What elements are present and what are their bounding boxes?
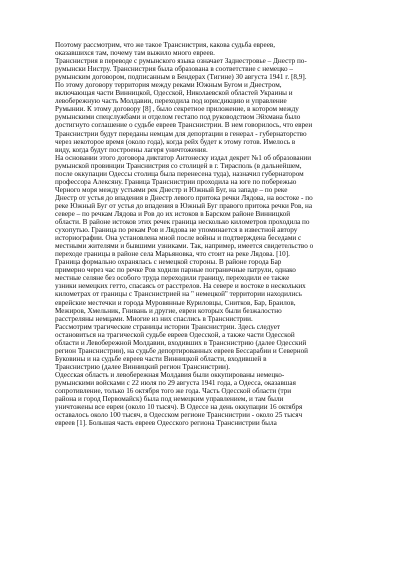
text-line: области и Левобережной Молдавии, входивших в Транснистрию (далее Одесский <box>55 338 307 347</box>
text-line: через некоторое время (около года), когда рейх будет к этому готов. Имелось в <box>55 137 296 146</box>
text-line: оставалось около 100 тысяч, в Одесском регионе Транснистрии - около 25 тысяч <box>55 411 303 420</box>
text-line: румынской провинции Транснистрия со столицей в г. Тирасполь (в дальнейшем, <box>55 161 302 170</box>
text-line: левобережную часть Молдавии, переходила под юрисдикцию и управление <box>55 97 287 106</box>
text-line: области. В районе истоков этих речек граница несколько километров проходила по <box>55 218 310 227</box>
text-line: достигнуто соглашение о судьбе евреев Транснистрии. В нем говорилось, что евреи <box>55 121 313 130</box>
text-line: сопротивление, только 16 октября того же года. Часть Одесской области (три <box>55 387 292 396</box>
text-line: Поэтому рассмотрим, что же такое Транснистрия, какова судьба евреев, <box>55 41 276 49</box>
text-line: историографии. Она установлена мной после войны и подтверждена беседами с <box>55 234 302 243</box>
text-line: километрах от границы с Транснистрией на " немецкой" территории находились <box>55 290 302 299</box>
text-line: переходе границы в районе села Марьяновка, что стоит на реке Лядова. [10]. <box>55 250 290 259</box>
text-line: Транснистрии будут переданы немцам для депортации в генерал - губернаторство <box>55 129 307 138</box>
text-line: после оккупации Одессы столица была перенесена туда), назначил губернатором <box>55 169 304 178</box>
text-line: расстреляны немцами. Многие из них спаслись в Транснистрии. <box>55 314 253 323</box>
text-line: еврейские местечки и города Муровянные Куриловцы, Снитков, Бар, Браилов, <box>55 298 296 307</box>
text-line: Днестр от устья до впадения в Днестр левого притока речки Лядова, на востоке - по <box>55 193 313 202</box>
text-line: румынски Нистру. Транснистрия была образована в соответствие с немецко – <box>55 65 294 74</box>
text-line: По этому договору территория между реками Южным Бугом и Днестром, <box>55 81 282 90</box>
text-line: румынскими спецслужбами и отделом гестапо под руководством Эйхмана было <box>55 113 301 122</box>
text-line: района и город Первомайск) была под немецким управлением, и там были <box>55 395 284 404</box>
text-line: Одесская область и левобережная Молдавия были оккупированы немецко- <box>55 370 285 379</box>
text-line: Транснистрию (далее Винницкий регион Транснистрии). <box>55 362 231 371</box>
text-line: Румынии. К этому договору [8] , было секретное приложение, в котором между <box>55 105 299 114</box>
text-line: Буковины и на судьбе евреев части Винницкой области, входившей в <box>55 354 267 363</box>
text-line: На основании этого договора диктатор Антонеску издал декрет №1 об образовании <box>55 153 312 162</box>
text-line: сухопутью. Граница по рекам Ров и Лядова не упоминается в известной автору <box>55 226 298 235</box>
text-line: Черного моря между устьями рек Днестр и Южный Буг, на западе – по реке <box>55 185 288 194</box>
body-text <box>55 41 347 427</box>
text-line: профессора Алексяну. Граница Транснистрии проходила на юге по побережью <box>55 177 297 186</box>
text-line: румынским договором, подписанным в Бендерах (Тигине) 30 августа 1941 г. [8,9]. <box>55 73 307 82</box>
text-line: местными жителями и бывшими узниками. Так, например, имеется свидетельство о <box>55 242 314 251</box>
text-line: Рассмотрим трагические страницы истории Транснистрии. Здесь следует <box>55 322 281 331</box>
text-line: евреев [1]. Большая часть евреев Одесского региона Транснистрии была <box>55 419 277 428</box>
text-line: местные селяне без особого труда переходили границу, переходили ее также <box>55 274 290 283</box>
text-line: оказавшихся там, почему там выжило много евреев. <box>55 49 215 58</box>
text-line: севере – по речкам Лядова и Ров до их истоков в Барском районе Винницкой <box>55 209 291 218</box>
text-line: виду, когда будут построены лагеря уничтожения. <box>55 145 208 154</box>
text-line: реке Южный Буг от устья до впадения в Южный Буг правого притока речки Ров, на <box>55 201 313 210</box>
text-line: Межиров, Хмельник, Гнивань и другие, евреи которых были безжалостно <box>55 306 282 315</box>
text-line: включающая части Винницкой, Одесской, Николаевской областей Украины и <box>55 89 293 98</box>
text-line: остановиться на трагической судьбе евреев Одесской, а также части Одесской <box>55 330 295 339</box>
text-line: уничтожены все евреи (около 10 тысяч). В Одессе на день оккупации 16 октября <box>55 403 303 412</box>
text-line: румынскими войсками с 22 июля по 29 августа 1941 года, а Одесса, оказавшая <box>55 378 296 387</box>
text-line: примерно через час по речке Ров ходили парные пограничные патрули, однако <box>55 266 296 275</box>
text-line: регион Транснистрии), на судьбе депортированных евреев Бессарабии и Северной <box>55 346 309 355</box>
text-line: узники немецких гетто, спасаясь от расстрелов. На севере и востоке в нескольких <box>55 282 306 291</box>
text-line: Граница формально охранялась с немецкой стороны. В районе города Бар <box>55 258 282 267</box>
text-line: Транснистрия в переводе с румынского языка означает Заднестровье – Днестр по- <box>55 57 307 66</box>
